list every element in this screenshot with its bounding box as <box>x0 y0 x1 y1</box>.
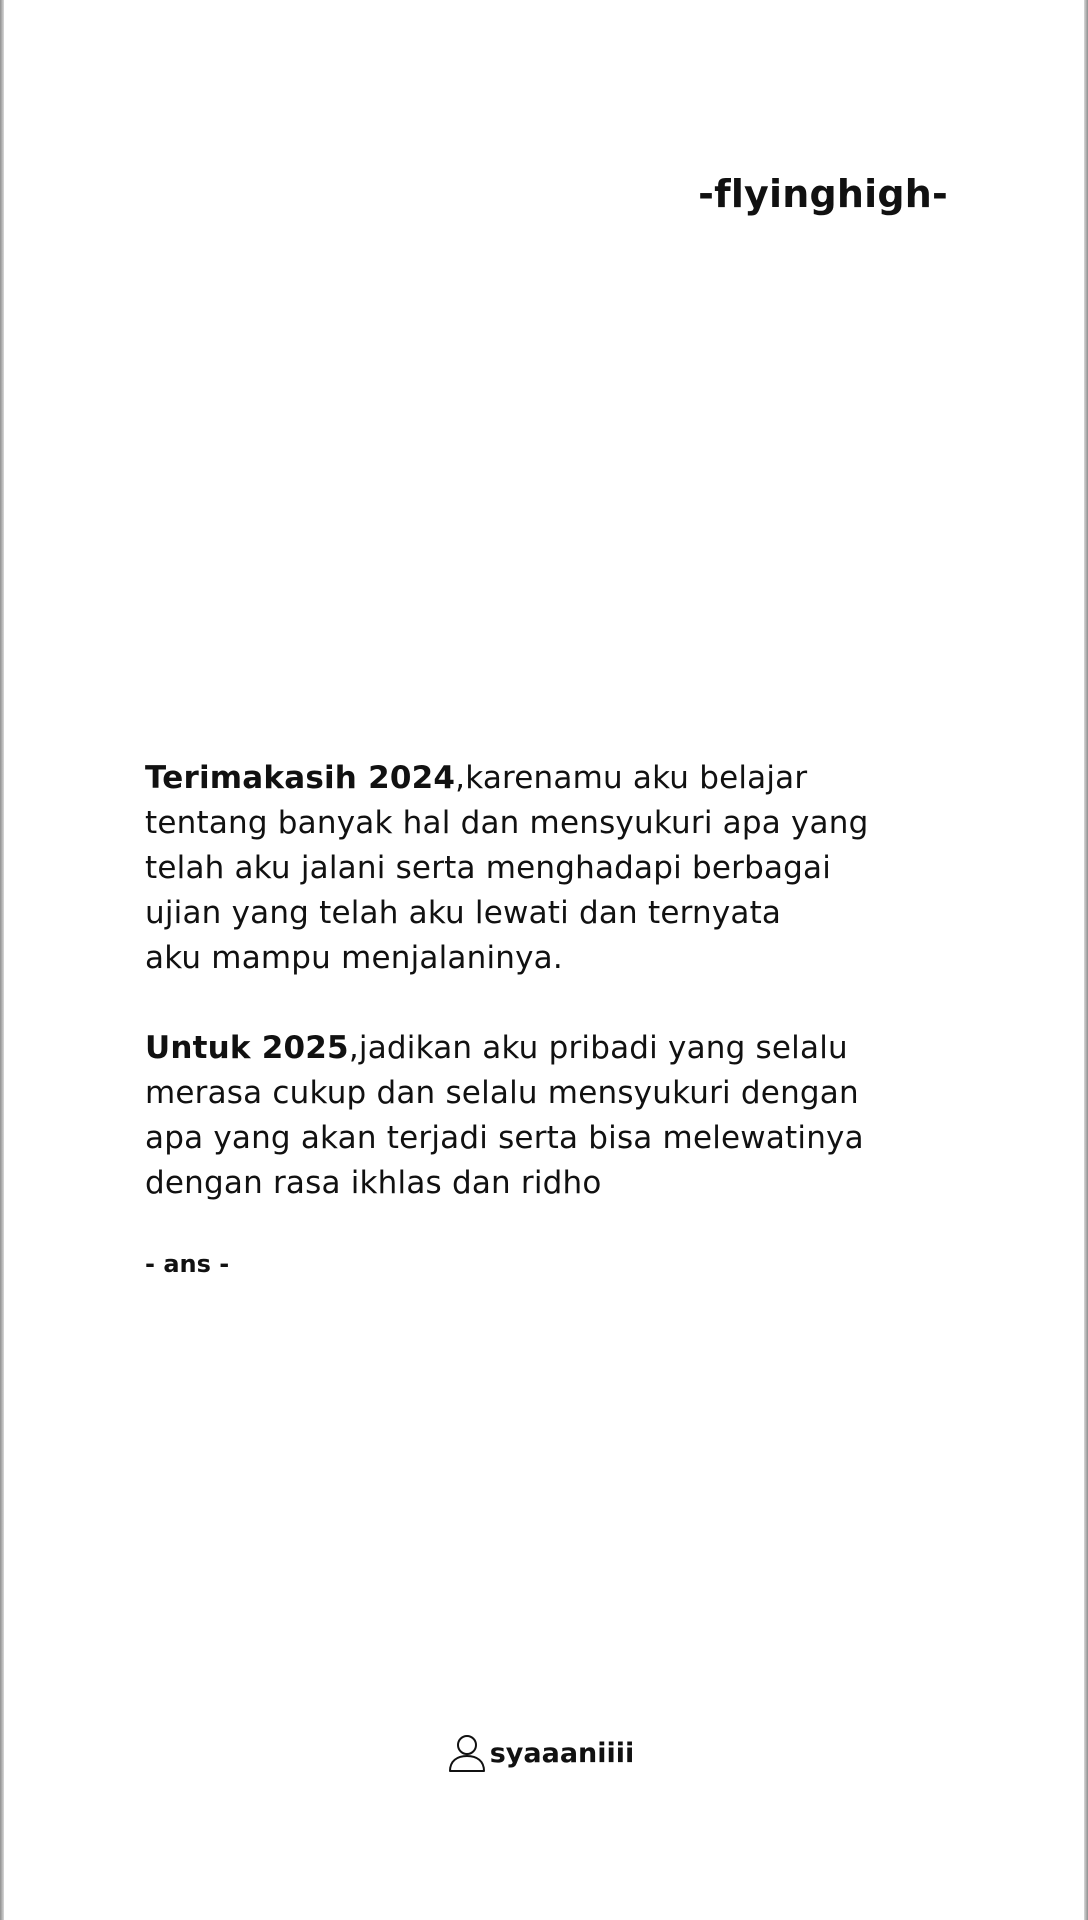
paragraph-line: ujian yang telah aku lewati dan ternyata <box>145 895 782 931</box>
quote-content <box>145 756 905 1278</box>
paragraph-lead: Terimakasih 2024 <box>145 760 456 796</box>
paragraph-line-text: ,karenamu aku belajar <box>455 760 808 796</box>
footer-credit <box>0 1733 1088 1773</box>
paragraph-line: merasa cukup dan selalu mensyukuri dengan <box>145 1075 859 1111</box>
paragraph-line: telah aku jalani serta menghadapi berbagai <box>145 850 832 886</box>
left-edge-shadow <box>0 0 4 1920</box>
paragraph-lead: Untuk 2025 <box>145 1030 349 1066</box>
paragraph-line: apa yang akan terjadi serta bisa melewatinya <box>145 1120 864 1156</box>
paragraph-line-text: ,jadikan aku pribadi yang selalu <box>348 1030 848 1066</box>
paragraph-line <box>145 756 905 801</box>
paragraph-line: tentang banyak hal dan mensyukuri apa yang <box>145 805 869 841</box>
right-edge-shadow <box>1084 0 1088 1920</box>
paragraph-2024 <box>145 756 905 981</box>
paragraph-line: dengan rasa ikhlas dan ridho <box>145 1165 602 1201</box>
paragraph-line <box>145 1026 905 1071</box>
signature: - ans - <box>145 1250 230 1278</box>
user-icon <box>448 1733 486 1773</box>
username[interactable]: syaaaniiii <box>489 1737 635 1769</box>
brand-title: -flyinghigh- <box>698 172 948 216</box>
paragraph-line: aku mampu menjalaninya. <box>145 940 563 976</box>
paragraph-2025 <box>145 1026 905 1206</box>
